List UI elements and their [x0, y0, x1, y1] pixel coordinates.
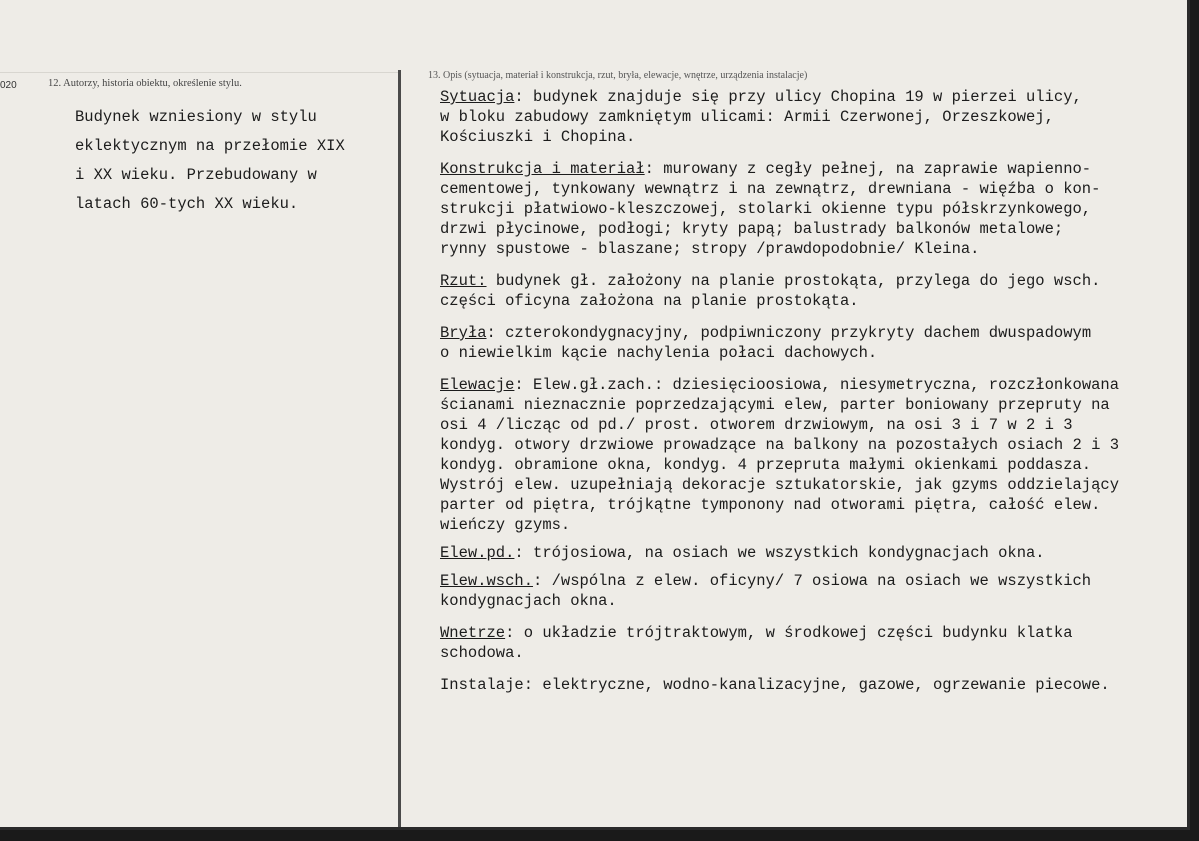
section-label: Konstrukcja i materiał: [440, 160, 645, 178]
section-label: Elew.pd.: [440, 544, 515, 562]
history-line: latach 60-tych XX wieku.: [75, 195, 299, 213]
history-line: eklektycznym na przełomie XIX: [75, 137, 345, 155]
section-east-elevation: Elew.wsch.: /wspólna z elew. oficyny/ 7 osiowa na osiach we wszystkich kondygnacjach okna.: [440, 572, 1092, 610]
section-elevations: Elewacje: Elew.gł.zach.: dziesięcioosiowa, niesymetryczna, rozczłonkowana ścianami nieznacznie poprzedzającymi elew, parter boniowany przepruty na osi 4 /licząc od pd./ prost. otworem drzwiowym, na osi 3 i 7 w 2 i 3 kondyg. otwory drzwiowe prowadzące na balkony na pozostałych osiach 2 i 3 kondyg. obramione okna, kondyg. 4 przepruta małymi okienkami poddasza. Wystrój elew. uzupełniają dekoracje sztukatorskie, jak gzyms oddzielający parter od piętra, trójkątne tymponony nad otworami piętra, całość elew. wieńczy gzyms.: [440, 376, 1120, 534]
section-label: Elew.wsch.: [440, 572, 534, 590]
left-column-header: 12. Autorzy, historia obiektu, określenie stylu.: [48, 78, 242, 89]
section-label: Rzut:: [440, 272, 487, 290]
section-label: Sytuacja: [440, 88, 515, 106]
section-massing: Bryła: czterokondygnacyjny, podpiwniczony przykryty dachem dwuspadowym o niewielkim kącie nachylenia połaci dachowych.: [440, 324, 1092, 362]
history-line: Budynek wzniesiony w stylu: [75, 108, 317, 126]
history-text: [75, 103, 385, 219]
section-south-elevation: Elew.pd.: trójosiowa, na osiach we wszystkich kondygnacjach okna.: [440, 544, 1045, 562]
section-label: Elewacje: [440, 376, 515, 394]
section-label: Wnetrze: [440, 624, 506, 642]
description-text: [440, 87, 1180, 695]
section-label: Bryła: [440, 324, 487, 342]
right-column-header: 13. Opis (sytuacja, materiał i konstrukcja, rzut, bryła, elewacje, wnętrze, urządzenia instalacje): [428, 70, 808, 81]
history-line: i XX wieku. Przebudowany w: [75, 166, 317, 184]
section-interior: Wnetrze: o układzie trójtraktowym, w środkowej części budynku klatka schodowa.: [440, 624, 1073, 662]
column-divider: [398, 70, 401, 830]
section-construction: Konstrukcja i materiał: murowany z cegły pełnej, na zaprawie wapienno- cementowej, tynkowany wewnątrz i na zewnątrz, drewniana - więźba o kon- strukcji płatwiowo-kleszczowej, stolarki okienne typu półskrzynkowego, drzwi płycinowe, podłogi; kryty papą; balustrady balkonów metalowe; rynny spustowe - blaszane; stropy /prawdopodobnie/ Kleina.: [440, 160, 1101, 258]
section-situation: Sytuacja: budynek znajduje się przy ulicy Chopina 19 w pierzei ulicy, w bloku zabudowy zamkniętym ulicami: Armii Czerwonej, Orzeszkowej, Kościuszki i Chopina.: [440, 88, 1082, 146]
section-plan: Rzut: budynek gł. założony na planie prostokąta, przylega do jego wsch. części oficyna założona na planie prostokąta.: [440, 272, 1101, 310]
edge-label: 020: [0, 80, 17, 91]
section-installations: Instalaje: elektryczne, wodno-kanalizacyjne, gazowe, ogrzewanie piecowe.: [440, 676, 1110, 694]
section-rule: [0, 72, 398, 73]
